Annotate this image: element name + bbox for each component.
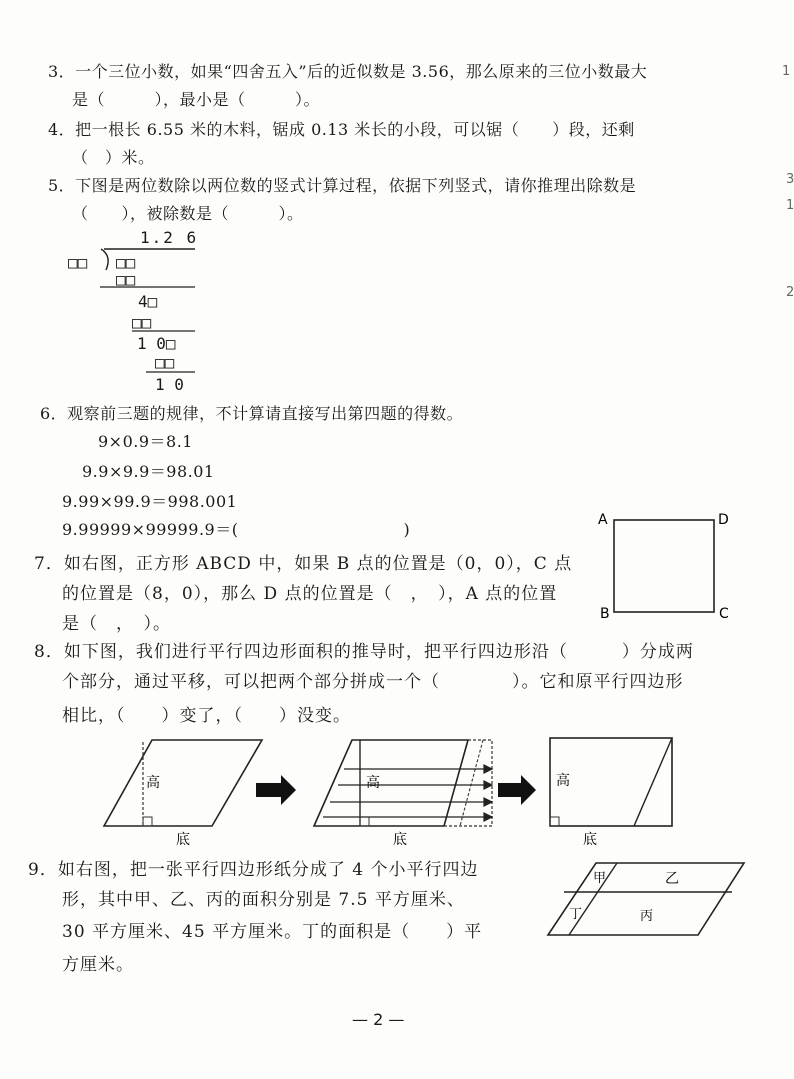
base-label: 底 (176, 832, 190, 848)
height-label: 高 (366, 775, 380, 791)
division-remainder: 1 0 (155, 375, 184, 394)
question-8-line-2: 个部分，通过平移，可以把两个部分拼成一个（ ）。它和原平行四边形 (62, 672, 684, 692)
division-row-5: □□ (155, 353, 175, 372)
margin-fragment: 1 (786, 198, 794, 213)
question-8-line-1: 8．如下图，我们进行平行四边形面积的推导时，把平行四边形沿（ ）分成两 (34, 642, 694, 662)
region-ding-label: 丁 (569, 907, 583, 922)
label-a: A (598, 512, 608, 528)
question-7-line-1: 7．如右图，正方形 ABCD 中，如果 B 点的位置是（0，0），C 点 (34, 554, 573, 574)
division-row-1: □□ (116, 270, 136, 289)
question-7-line-2: 的位置是（8，0），那么 D 点的位置是（ ， ），A 点的位置 (62, 584, 558, 604)
question-4-line-2: （ ）米。 (72, 148, 155, 167)
parallelogram-outer (548, 863, 744, 935)
division-row-2: 4□ (138, 292, 158, 311)
division-divisor: □□ (68, 253, 88, 272)
margin-fragment: 3 (786, 172, 794, 187)
question-6-title: 6．观察前三题的规律，不计算请直接写出第四题的得数。 (40, 404, 464, 423)
question-3-line-2: 是（ ），最小是（ ）。 (72, 90, 321, 109)
region-bing-label: 丙 (640, 909, 654, 924)
question-9-line-1: 9．如右图，把一张平行四边形纸分成了 4 个小平行四边 (28, 860, 479, 880)
margin-fragment: 1 (782, 64, 791, 79)
question-3-line-1: 3．一个三位小数，如果“四舍五入”后的近似数是 3.56，那么原来的三位小数最大 (48, 62, 648, 81)
label-b: B (600, 606, 610, 622)
question-9-line-4: 方厘米。 (62, 955, 134, 975)
question-5-line-2: （ ），被除数是（ ）。 (72, 204, 304, 223)
question-7-line-3: 是（ ， ）。 (62, 614, 171, 634)
base-label: 底 (393, 832, 407, 848)
region-jia-label: 甲 (593, 871, 607, 886)
question-6-equation-1: 9×0.9＝8.1 (98, 432, 193, 451)
division-dividend: □□ (116, 253, 136, 272)
question-4-line-1: 4．把一根长 6.55 米的木料，锯成 0.13 米长的小段，可以锯（ ）段，还剩 (48, 120, 635, 139)
base-label: 底 (583, 832, 597, 848)
question-8-line-3: 相比，（ ）变了，（ ）没变。 (62, 706, 351, 726)
height-label: 高 (556, 773, 570, 789)
question-6-equation-4: 9.99999×99999.9＝( ) (62, 520, 411, 539)
question-6-equation-2: 9.9×9.9＝98.01 (82, 462, 215, 481)
region-yi-label: 乙 (665, 871, 679, 887)
question-5-line-1: 5．下图是两位数除以两位数的竖式计算过程，依据下列竖式，请你推理出除数是 (48, 176, 637, 195)
division-quotient: 1.2 6 (140, 228, 199, 247)
question-9-line-3: 30 平方厘米、45 平方厘米。丁的面积是（ ）平 (62, 922, 483, 942)
height-label: 高 (146, 775, 160, 791)
question-9-line-2: 形，其中甲、乙、丙的面积分别是 7.5 平方厘米、 (62, 890, 465, 910)
label-d: D (718, 512, 729, 528)
division-row-4: 1 0□ (137, 334, 176, 353)
question-6-equation-3: 9.99×99.9＝998.001 (62, 492, 238, 511)
margin-fragment: 2 (786, 285, 794, 300)
page-number: — 2 — (352, 1010, 405, 1029)
label-c: C (719, 606, 729, 622)
division-row-3: □□ (132, 313, 152, 332)
